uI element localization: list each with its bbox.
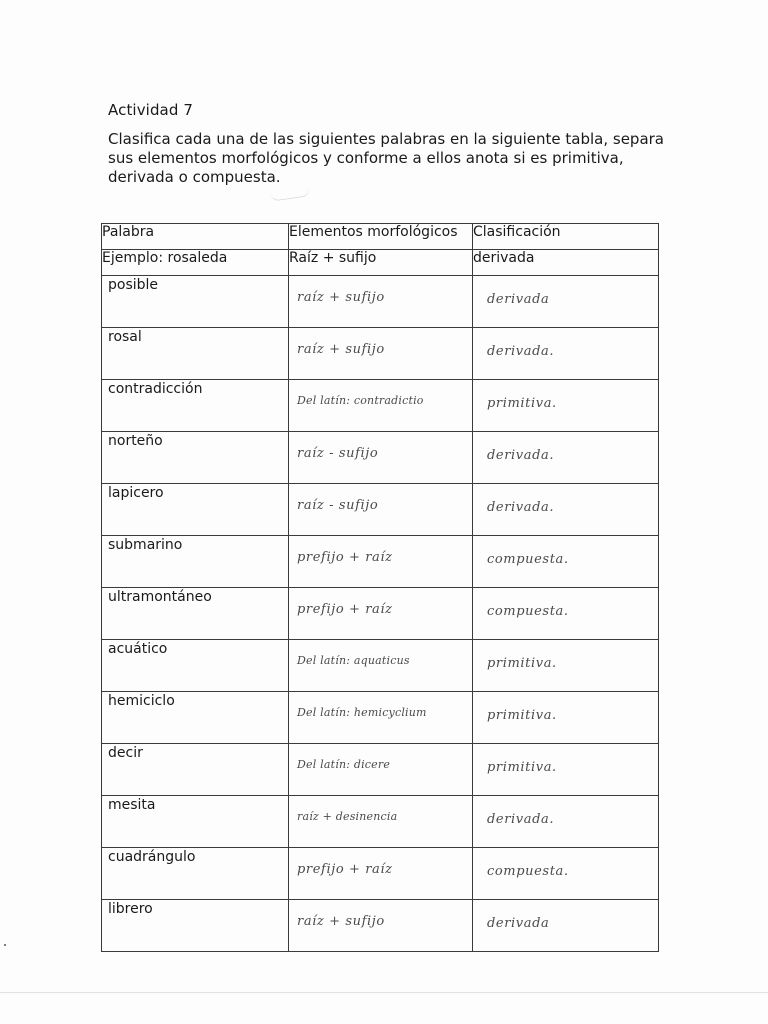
elements-cell: Del latín: dicere [297,758,391,771]
table-row [102,484,659,536]
elements-cell: raíz - sufijo [297,446,379,461]
word-cell: posible [108,277,159,293]
classification-cell: derivada. [487,344,555,359]
word-cell: norteño [108,433,163,449]
classification-cell: compuesta. [487,552,569,567]
table-row [102,328,659,380]
elements-cell: raíz + sufijo [297,290,385,305]
elements-cell: raíz + sufijo [297,342,385,357]
table-row [102,380,659,432]
classification-cell: primitiva. [487,396,557,411]
classification-cell: primitiva. [487,708,557,723]
word-cell: acuático [108,641,168,657]
word-cell: decir [108,745,143,761]
classification-cell: derivada. [487,448,555,463]
elements-cell: prefijo + raíz [297,862,393,877]
word-cell: hemiciclo [108,693,175,709]
scan-bottom-edge [0,992,768,993]
scan-speck [4,944,6,946]
table-row [102,536,659,588]
word-cell: cuadrángulo [108,849,196,865]
activity-title: Actividad 7 [108,101,193,119]
table-row [102,692,659,744]
table-row [102,848,659,900]
example-palabra: Ejemplo: rosaleda [102,250,289,276]
word-cell: librero [108,901,153,917]
elements-cell: raíz + desinencia [297,810,398,823]
instructions-text: Clasifica cada una de las siguientes palabras en la siguiente tabla, separa sus elementos morfológicos y conforme a ellos anota si es primitiva, derivada o compuesta. [108,130,664,186]
word-cell: contradicción [108,381,203,397]
word-cell: ultramontáneo [108,589,212,605]
elements-cell: raíz - sufijo [297,498,379,513]
word-cell: lapicero [108,485,164,501]
table-header-row [102,224,659,250]
word-cell: submarino [108,537,183,553]
header-palabra: Palabra [102,224,289,250]
example-row [102,250,659,276]
word-cell: mesita [108,797,156,813]
classification-table [101,223,659,952]
header-elementos: Elementos morfológicos [289,224,473,250]
faint-pencil-mark [270,187,311,201]
classification-cell: primitiva. [487,760,557,775]
example-clasificacion: derivada [473,250,659,276]
classification-cell: derivada. [487,812,555,827]
header-clasificacion: Clasificación [473,224,659,250]
elements-cell: raíz + sufijo [297,914,385,929]
classification-cell: derivada. [487,500,555,515]
elements-cell: Del latín: aquaticus [297,654,410,667]
classification-cell: derivada [487,292,550,307]
table-row [102,900,659,952]
table-row [102,276,659,328]
elements-cell: prefijo + raíz [297,550,393,565]
elements-cell: Del latín: contradictio [297,394,424,407]
table-row [102,640,659,692]
classification-cell: compuesta. [487,864,569,879]
table-row [102,796,659,848]
classification-cell: compuesta. [487,604,569,619]
elements-cell: prefijo + raíz [297,602,393,617]
table-row [102,588,659,640]
classification-cell: derivada [487,916,550,931]
word-cell: rosal [108,329,142,345]
example-elementos: Raíz + sufijo [289,250,473,276]
table-row [102,744,659,796]
classification-cell: primitiva. [487,656,557,671]
elements-cell: Del latín: hemicyclium [297,706,427,719]
table-row [102,432,659,484]
